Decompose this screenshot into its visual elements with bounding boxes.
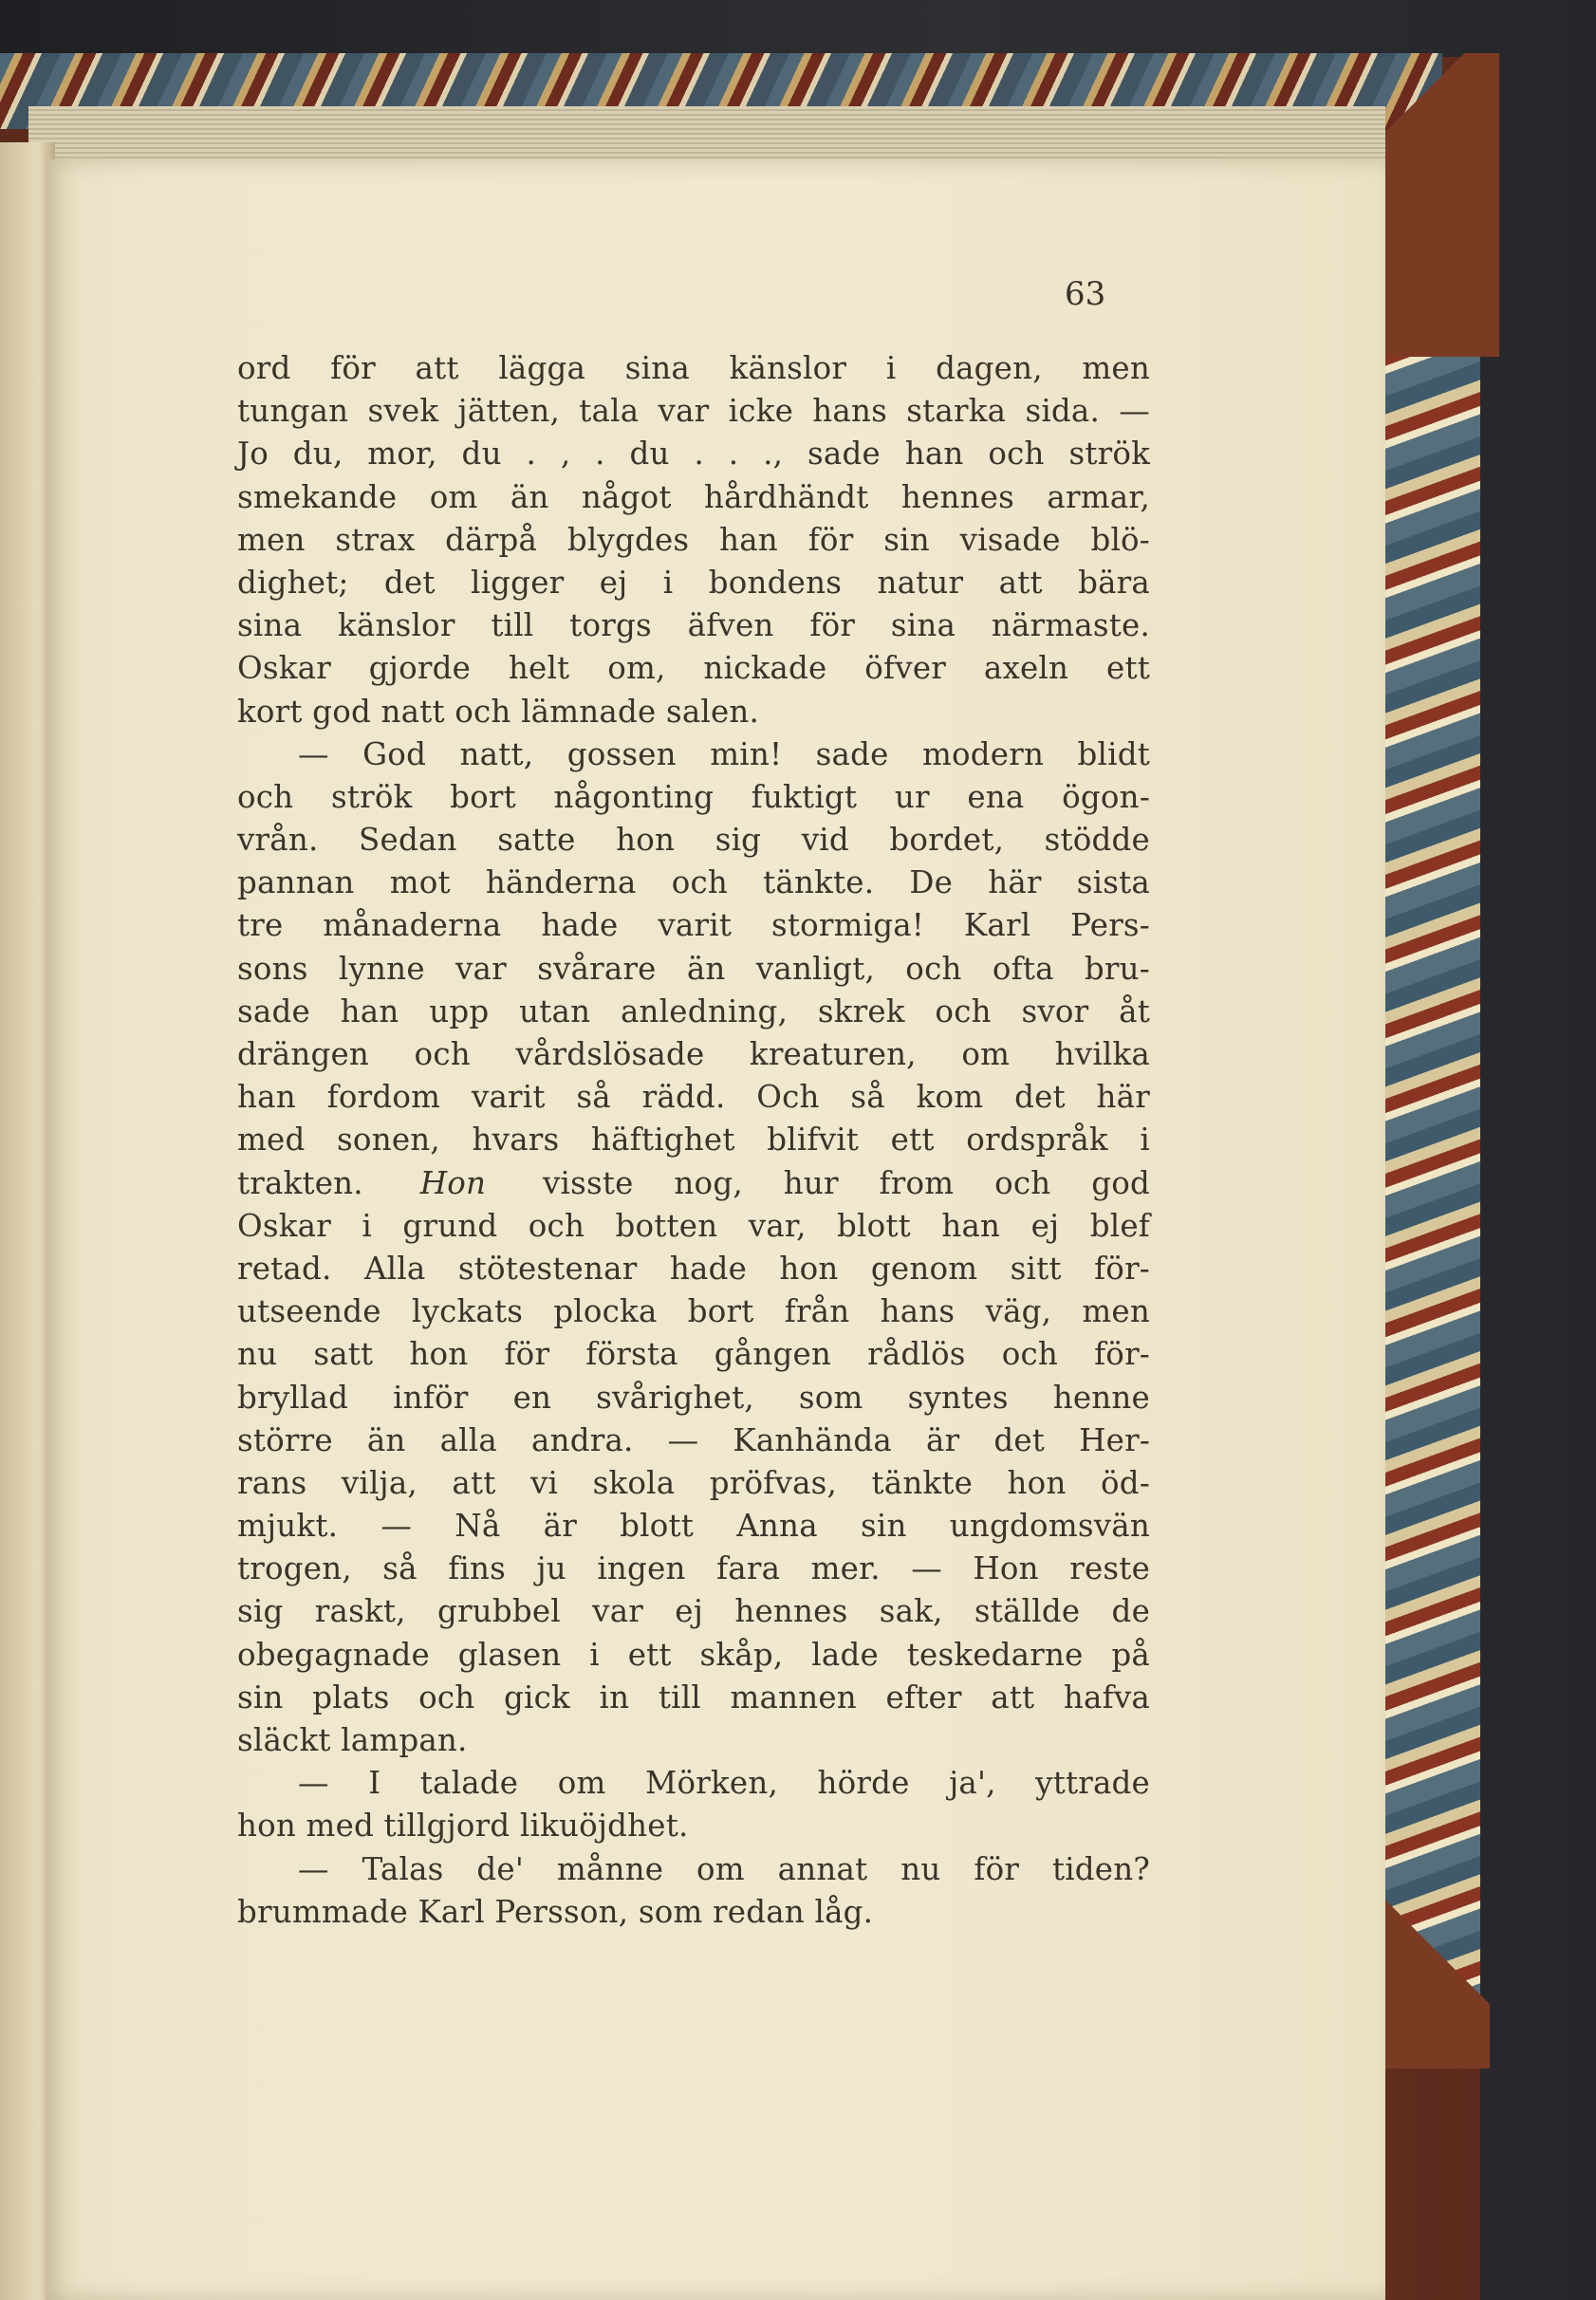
text-line: retad. Alla stötestenar hade hon genom sitt för-: [237, 1250, 1150, 1287]
text-line: sade han upp utan anledning, skrek och svor åt: [237, 992, 1150, 1029]
text-line: pannan mot händerna och tänkte. De här sista: [237, 864, 1150, 901]
text-line: obegagnade glasen i ett skåp, lade teskedarne på: [237, 1636, 1150, 1673]
text-fragment: trakten.: [237, 1164, 363, 1201]
page-number: 63: [1065, 275, 1106, 313]
text-line: men strax därpå blygdes han för sin visade blö-: [237, 521, 1150, 558]
text-fragment: visste nog, hur from och god: [543, 1164, 1150, 1201]
text-line: sig raskt, grubbel var ej hennes sak, ställde de: [237, 1593, 1150, 1630]
text-line: och strök bort någonting fuktigt ur ena ögon-: [237, 778, 1150, 815]
text-line: Oskar gjorde helt om, nickade öfver axeln ett: [237, 650, 1150, 687]
text-line: brummade Karl Persson, som redan låg.: [237, 1893, 874, 1930]
marbled-fore-edge: [1385, 247, 1480, 2050]
text-line: utseende lyckats plocka bort från hans väg, men: [237, 1293, 1150, 1330]
text-line: släckt lampan.: [237, 1722, 468, 1758]
text-line: med sonen, hvars häftighet blifvit ett ordspråk i: [237, 1122, 1150, 1159]
emphasized-word: Hon: [419, 1164, 487, 1201]
text-line: sina känslor till torgs äfven för sina närmaste.: [237, 607, 1150, 644]
text-line: — Talas de' månne om annat nu för tiden?: [298, 1850, 1150, 1887]
page-text: [237, 347, 1150, 1934]
text-line: — God natt, gossen min! sade modern blidt: [298, 735, 1150, 772]
text-line: sin plats och gick in till mannen efter att hafva: [237, 1679, 1150, 1716]
text-line-mixed: [237, 1162, 1150, 1205]
text-line: Oskar i grund och botten var, blott han ej blef: [237, 1207, 1150, 1244]
text-line: vrån. Sedan satte hon sig vid bordet, stödde: [237, 822, 1150, 859]
text-line: sons lynne var svårare än vanligt, och ofta bru-: [237, 950, 1150, 987]
text-line: drängen och vårdslösade kreaturen, om hvilka: [237, 1036, 1150, 1072]
text-line: dighet; det ligger ej i bondens natur att bära: [237, 564, 1150, 601]
page-stack-edges: [28, 106, 1385, 163]
text-line: mjukt. — Nå är blott Anna sin ungdomsvän: [237, 1508, 1150, 1545]
text-line: smekande om än något hårdhändt hennes armar,: [237, 478, 1150, 515]
text-line: hon med tillgjord likuöjdhet.: [237, 1808, 689, 1845]
text-line: bryllad inför en svårighet, som syntes henne: [237, 1379, 1150, 1416]
text-line: han fordom varit så rädd. Och så kom det här: [237, 1079, 1150, 1116]
text-line: Jo du, mor, du . , . du . . ., sade han och strök: [237, 436, 1150, 473]
text-line: större än alla andra. — Kanhända är det Her-: [237, 1421, 1150, 1458]
text-line: tungan svek jätten, tala var icke hans starka sida. —: [237, 393, 1150, 430]
text-line: nu satt hon för första gången rådlös och för-: [237, 1336, 1150, 1373]
text-line: ord för att lägga sina känslor i dagen, men: [237, 350, 1150, 386]
text-line: — I talade om Mörken, hörde ja', yttrade: [298, 1765, 1150, 1802]
text-line: kort god natt och lämnade salen.: [237, 693, 760, 730]
text-line: trogen, så fins ju ingen fara mer. — Hon reste: [237, 1550, 1150, 1587]
text-line: tre månaderna hade varit stormiga! Karl Pers-: [237, 907, 1150, 944]
text-line: rans vilja, att vi skola pröfvas, tänkte hon öd-: [237, 1464, 1150, 1501]
